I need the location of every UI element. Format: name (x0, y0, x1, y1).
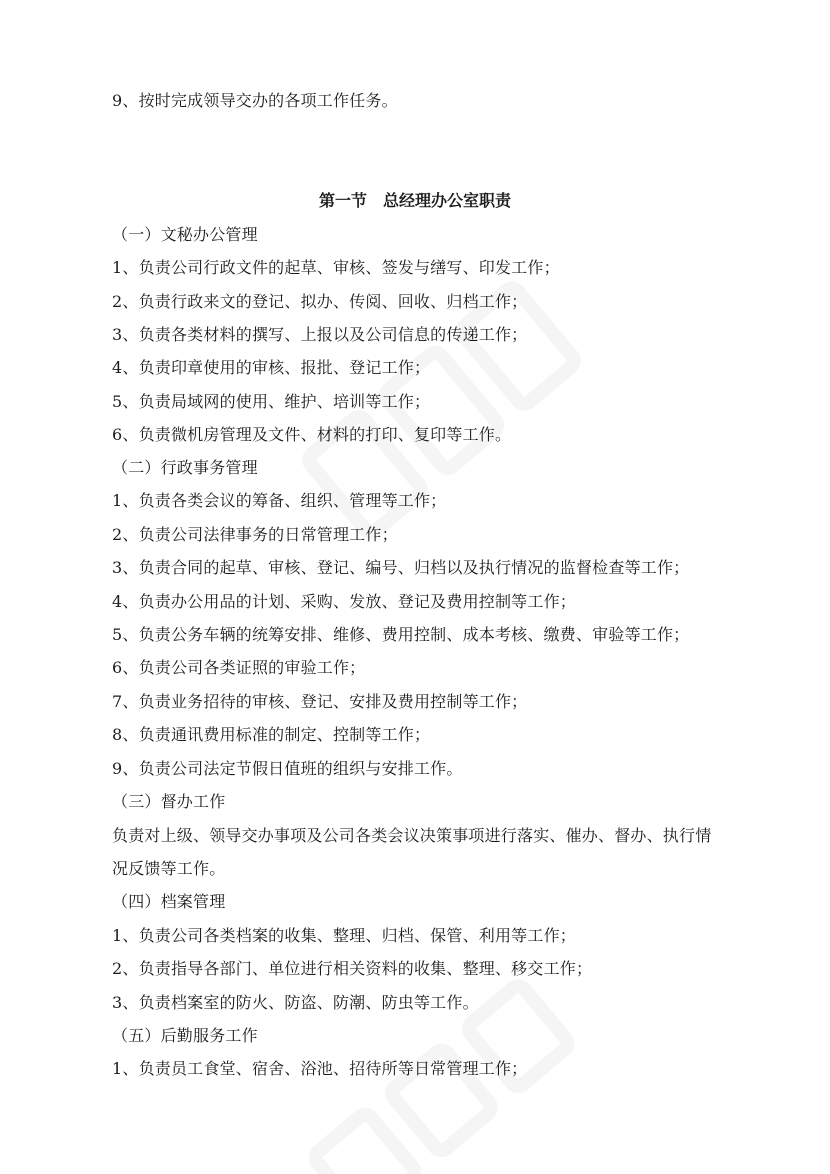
list-item: 1、负责员工食堂、宿舍、浴池、招待所等日常管理工作； (112, 1059, 528, 1078)
list-item: 3、负责合同的起草、审核、登记、编号、归档以及执行情况的监督检查等工作； (112, 558, 690, 577)
list-item: 4、负责办公用品的计划、采购、发放、登记及费用控制等工作； (112, 592, 576, 611)
list-item: 2、负责行政来文的登记、拟办、传阅、回收、归档工作； (112, 292, 528, 311)
subsection-heading: （四）档案管理 (112, 892, 226, 911)
list-item: 1、负责各类会议的筹备、组织、管理等工作； (112, 491, 447, 510)
list-item: 3、负责各类材料的撰写、上报以及公司信息的传递工作； (112, 325, 528, 344)
list-item: 9、负责公司法定节假日值班的组织与安排工作。 (112, 759, 463, 778)
list-item: 5、负责公务车辆的统筹安排、维修、费用控制、成本考核、缴费、审验等工作； (112, 625, 690, 644)
paragraph-line: 9、按时完成领导交办的各项工作任务。 (112, 91, 398, 110)
list-item: 2、负责公司法律事务的日常管理工作； (112, 525, 398, 544)
list-item: 4、负责印章使用的审核、报批、登记工作； (112, 358, 431, 377)
subsection-heading: （一）文秘办公管理 (112, 225, 258, 244)
list-item: 5、负责局域网的使用、维护、培训等工作； (112, 392, 431, 411)
list-item: 6、负责微机房管理及文件、材料的打印、复印等工作。 (112, 425, 512, 444)
list-item: 7、负责业务招待的审核、登记、安排及费用控制等工作； (112, 692, 528, 711)
list-item: 6、负责公司各类证照的审验工作； (112, 658, 366, 677)
subsection-heading: （二）行政事务管理 (112, 458, 258, 477)
section-title: 第一节 总经理办公室职责 (318, 191, 511, 210)
list-item: 3、负责档案室的防火、防盗、防潮、防虫等工作。 (112, 993, 479, 1012)
paragraph-line: 况反馈等工作。 (112, 859, 226, 878)
list-item: 1、负责公司各类档案的收集、整理、归档、保管、利用等工作； (112, 926, 576, 945)
subsection-heading: （三）督办工作 (112, 792, 226, 811)
list-item: 8、负责通讯费用标准的制定、控制等工作； (112, 725, 431, 744)
list-item: 1、负责公司行政文件的起草、审核、签发与缮写、印发工作； (112, 258, 560, 277)
subsection-heading: （五）后勤服务工作 (112, 1026, 258, 1045)
list-item: 2、负责指导各部门、单位进行相关资料的收集、整理、移交工作； (112, 959, 593, 978)
paragraph-line: 负责对上级、领导交办事项及公司各类会议决策事项进行落实、催办、督办、执行情 (112, 826, 712, 845)
